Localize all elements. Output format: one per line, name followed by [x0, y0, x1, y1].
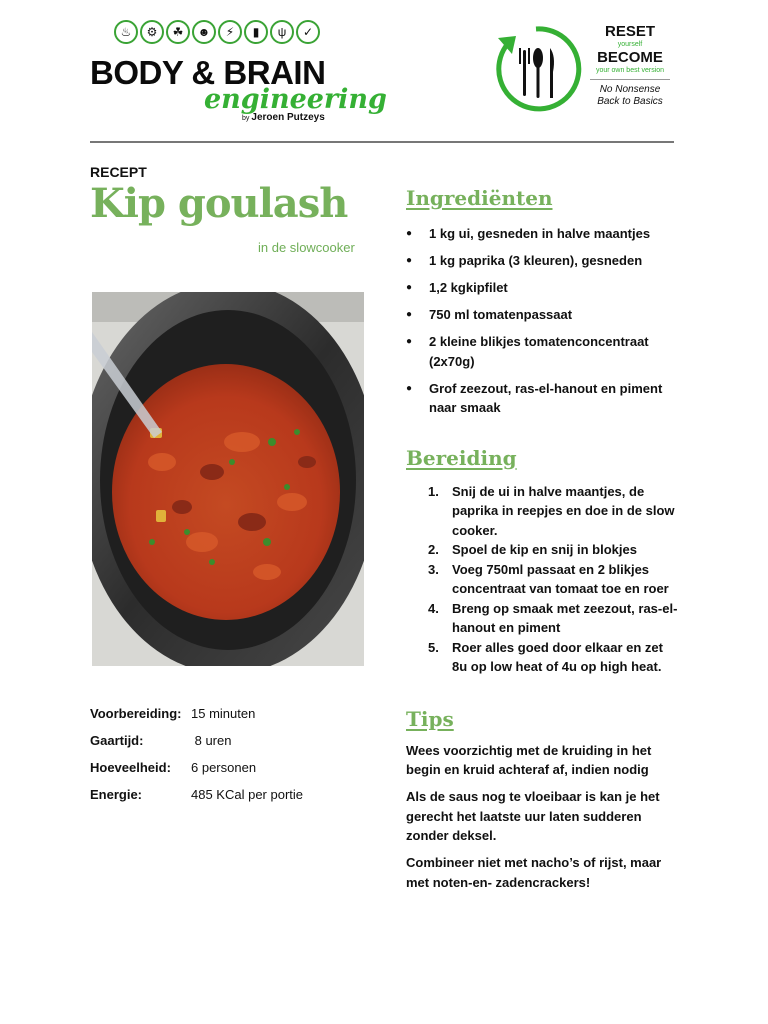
list-item: ● 1,2 kgkipfilet [406, 278, 678, 298]
recipe-specs [90, 700, 370, 808]
cutlery-circle-icon [490, 24, 586, 114]
preparation-title: Bereiding [406, 445, 517, 470]
tips-title: Tips [406, 706, 454, 731]
list-item [428, 560, 678, 599]
brand-script: engineering [204, 84, 387, 115]
spec-row [90, 700, 370, 727]
body-brain-logo [90, 18, 387, 128]
step-number: 1. [428, 483, 439, 499]
check-icon: ✓ [296, 20, 320, 44]
list-item: ● 1 kg paprika (3 kleuren), gesneden [406, 251, 678, 271]
list-item: ● 1 kg ui, gesneden in halve maantjes [406, 224, 678, 244]
become-word: BECOME [597, 49, 663, 66]
brand-by-prefix: by [242, 115, 250, 122]
runner-icon: ⚡ [218, 20, 242, 44]
yourself-word: yourself [617, 41, 643, 48]
step-number: 3. [428, 561, 439, 577]
recipe-title: Kip goulash [90, 180, 348, 227]
header-divider [90, 141, 674, 143]
spec-key: Hoeveelheid: [90, 760, 171, 775]
recipe-subtitle: in de slowcooker [258, 240, 355, 255]
tip-item: Als de saus nog te vloeibaar is kan je het gerecht het laatste uur laten sudderen zonder deksel. [406, 789, 660, 843]
best-version-text: your own best version [590, 66, 670, 80]
step-text: Voeg 750ml passaat en 2 blikjes concentraat van tomaat toe en roer [452, 561, 669, 596]
step-text: Snij de ui in halve maantjes, de paprika in reepjes en doe in de slow cooker. [452, 483, 675, 538]
spec-key: Gaartijd: [90, 733, 144, 748]
tip-item: Combineer niet met nacho’s of rijst, maar met noten-en- zadencrackers! [406, 855, 662, 890]
goulash-photo [92, 292, 364, 666]
recept-label: RECEPT [90, 164, 147, 180]
step-text: Roer alles goed door elkaar en zet 8u op low heat of 4u op high heat. [452, 639, 663, 674]
list-item [428, 599, 678, 638]
spec-row [90, 754, 370, 781]
spec-row [90, 781, 370, 808]
spec-key: Energie: [90, 787, 143, 802]
spec-value: 485 KCal per portie [191, 787, 304, 802]
brand-name: BODY & BRAIN [90, 54, 326, 91]
step-number: 5. [428, 639, 439, 655]
ingredients-title: Ingrediënten [406, 186, 553, 210]
tips-list [406, 741, 678, 893]
head-icon: ☻ [192, 20, 216, 44]
brand-author: Jeroen Putzeys [251, 112, 325, 123]
ingredients-list [406, 224, 678, 418]
list-item [428, 540, 678, 560]
list-item [428, 482, 678, 541]
cutlery-icon: ψ [270, 20, 294, 44]
reset-become-logo [490, 24, 680, 119]
spec-value: 6 personen [191, 760, 257, 775]
step-text: Breng op smaak met zeezout, ras-el-hanout en piment [452, 600, 678, 635]
brand-author-line [242, 112, 325, 123]
right-column [406, 186, 678, 900]
lungs-icon: ☘ [166, 20, 190, 44]
list-item [428, 638, 678, 677]
tagline-line-2: Back to Basics [597, 96, 663, 107]
flame-icon: ♨ [114, 20, 138, 44]
list-item: ● Grof zeezout, ras-el-hanout en piment naar smaak [406, 379, 678, 418]
bottle-icon: ▮ [244, 20, 268, 44]
step-text: Spoel de kip en snij in blokjes [452, 542, 637, 557]
spec-value: 8 uren [191, 733, 232, 748]
step-number: 4. [428, 600, 439, 616]
list-item: ● 750 ml tomatenpassaat [406, 305, 678, 325]
reset-word: RESET [604, 23, 655, 40]
preparation-steps [406, 482, 678, 677]
step-number: 2. [428, 542, 439, 557]
spec-value: 15 minuten [191, 706, 256, 721]
spec-key: Voorbereiding: [90, 706, 182, 721]
tip-item: Wees voorzichtig met de kruiding in het begin en kruid achteraf af, indien nodig [406, 742, 652, 777]
reset-logo-text [590, 24, 670, 108]
tagline-line-1: No Nonsense [599, 84, 661, 95]
list-item: ● 2 kleine blikjes tomatenconcentraat (2x70g) [406, 332, 678, 371]
spec-row [90, 727, 370, 754]
gear-icon: ⚙ [140, 20, 164, 44]
logo-icon-row [114, 20, 320, 44]
